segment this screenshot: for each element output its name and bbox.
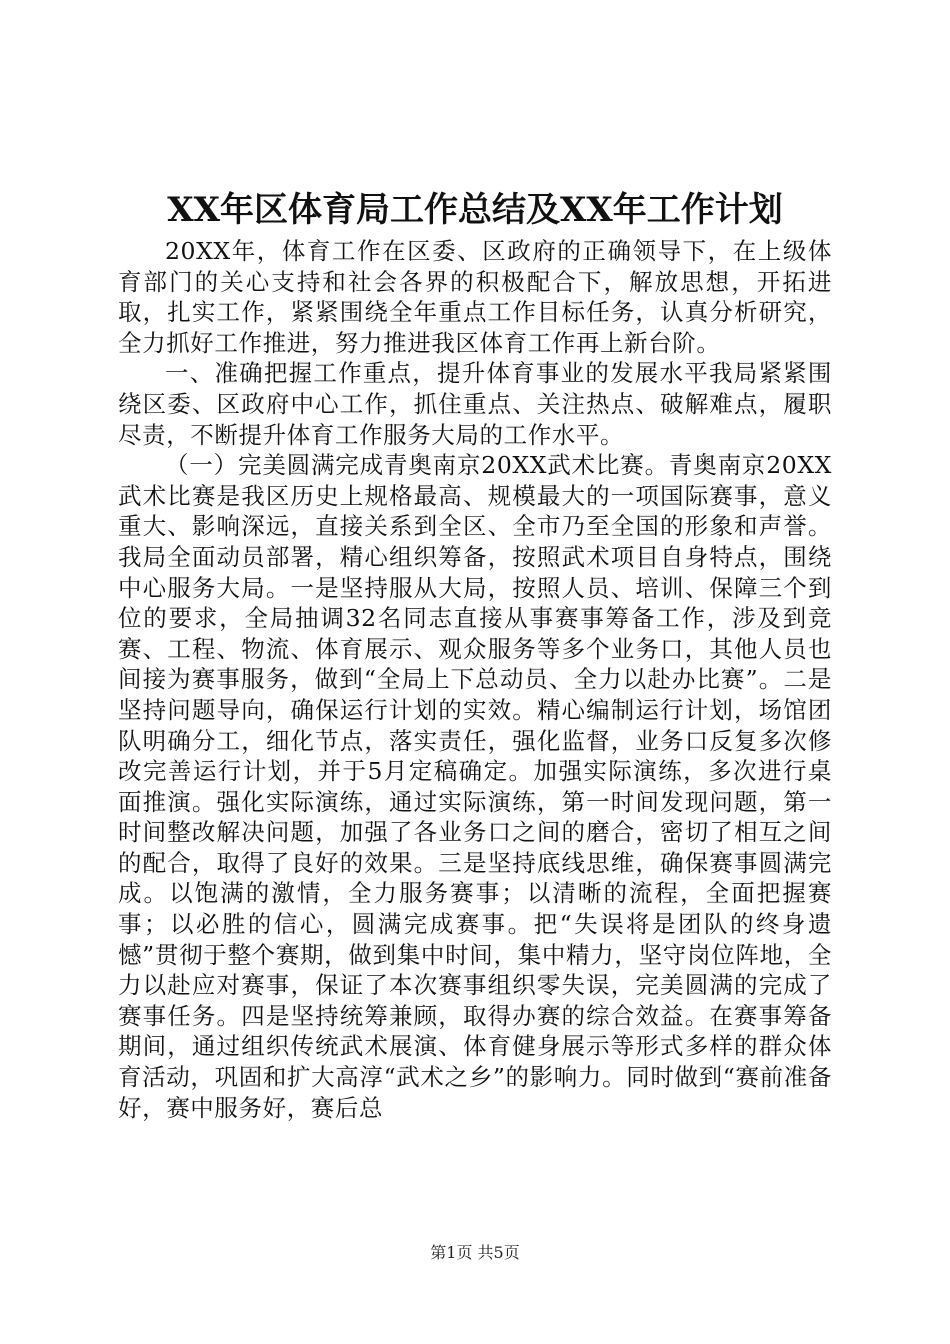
document-body (118, 236, 832, 1123)
page-number-footer: 第1页 共5页 (430, 1243, 520, 1262)
paragraph-intro: 20XX年，体育工作在区委、区政府的正确领导下，在上级体育部门的关心支持和社会各界的积极配合下，解放思想，开拓进取，扎实工作，紧紧围绕全年重点工作目标任务，认真分析研究，全力抓好工作推进，努力推进我区体育工作再上新台阶。 (118, 237, 832, 357)
paragraph-subsection-one: （一）完美圆满完成青奥南京20XX武术比赛。青奥南京20XX武术比赛是我区历史上规格最高、规模最大的一项国际赛事，意义重大、影响深远，直接关系到全区、全市乃至全国的形象和声誉。我局全面动员部署，精心组织筹备，按照武术项目自身特点，围绕中心服务大局。一是坚持服从大局，按照人员、培训、保障三个到位的要求，全局抽调32名同志直接从事赛事筹备工作，涉及到竞赛、工程、物流、体育展示、观众服务等多个业务口，其他人员也间接为赛事服务，做到“全局上下总动员、全力以赴办比赛”。二是坚持问题导向，确保运行计划的实效。精心编制运行计划，场馆团队明确分工，细化节点，落实责任，强化监督，业务口反复多次修改完善运行计划，并于5月定稿确定。加强实际演练，多次进行桌面推演。强化实际演练，通过实际演练，第一时间发现问题，第一时间整改解决问题，加强了各业务口之间的磨合，密切了相互之间的配合，取得了良好的效果。三是坚持底线思维，确保赛事圆满完成。以饱满的激情，全力服务赛事；以清晰的流程，全面把握赛事；以必胜的信心，圆满完成赛事。把“失误将是团队的终身遗憾”贯彻于整个赛期，做到集中时间，集中精力，坚守岗位阵地，全力以赴应对赛事，保证了本次赛事组织零失误，完美圆满的完成了赛事任务。四是坚持统筹兼顾，取得办赛的综合效益。在赛事筹备期间，通过组织传统武术展演、体育健身展示等形式多样的群众体育活动，巩固和扩大高淳“武术之乡”的影响力。同时做到“赛前准备好，赛中服务好，赛后总 (118, 451, 832, 1122)
document-title: XX年区体育局工作总结及XX年工作计划 (167, 190, 783, 230)
paragraph-section-one: 一、准确把握工作重点，提升体育事业的发展水平我局紧紧围绕区委、区政府中心工作，抓住重点、关注热点、破解难点，履职尽责，不断提升体育工作服务大局的工作水平。 (118, 359, 832, 449)
